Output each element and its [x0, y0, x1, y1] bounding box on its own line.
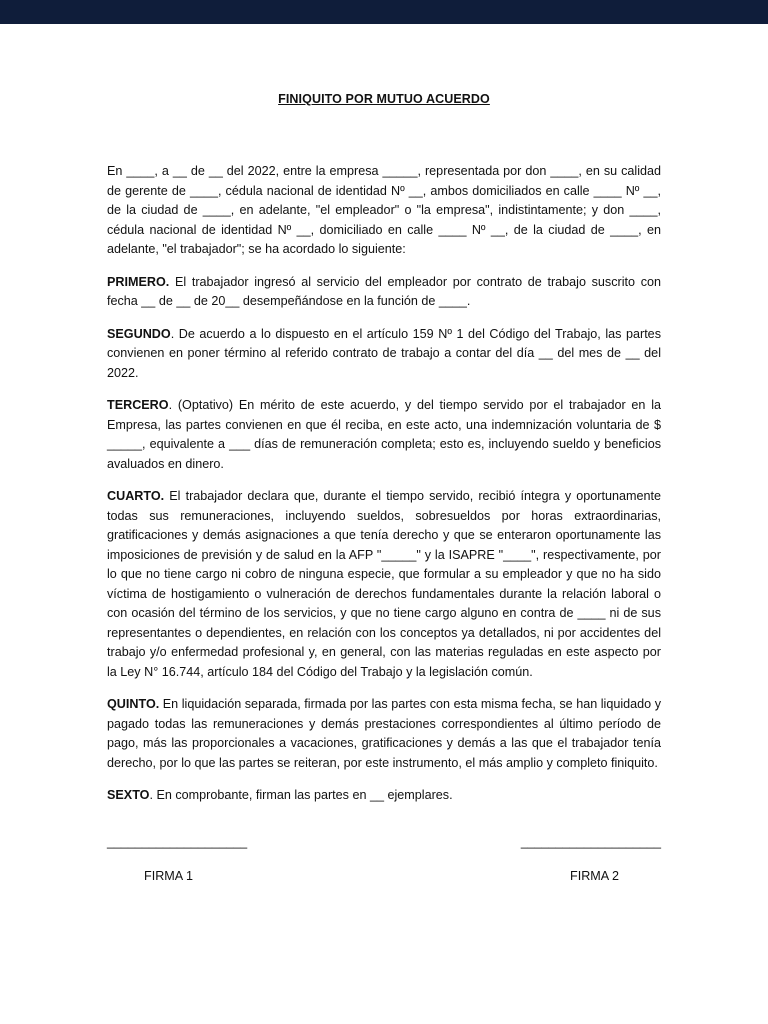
top-header-bar — [0, 0, 768, 24]
signature-block — [107, 833, 661, 893]
clause-text: . En comprobante, firman las partes en __ ejemplares. — [149, 788, 453, 802]
clause-heading: SEGUNDO — [107, 326, 171, 341]
clause-heading: PRIMERO. — [107, 274, 170, 289]
clause-sexto — [107, 786, 661, 806]
clause-segundo — [107, 325, 661, 384]
clause-text: . (Optativo) En mérito de este acuerdo, y del tiempo servido por el trabajador en la Empresa, las partes convienen en que él reciba, en este acto, una indemnización voluntaria de $ _____, equivalente a ___ días de remuneración completa; esto es, incluyendo sueldo y beneficios avaluados en dinero. — [107, 398, 661, 471]
clause-text: El trabajador ingresó al servicio del empleador por contrato de trabajo suscrito con fecha __ de __ de 20__ desempeñándose en la función de ____. — [107, 274, 661, 308]
signature-line-left: ____________________ — [107, 835, 248, 849]
clause-heading: TERCERO — [107, 398, 169, 412]
clause-text: En liquidación separada, firmada por las partes con esta misma fecha, se han liquidado y pagado todas las remuneraciones y demás prestaciones correspondientes al último período de pago, más las proporcionales a vacaciones, gratificaciones y demás a las que el trabajador tenía derecho, por lo que las partes se reiteran, por este instrumento, el más amplio y completo finiquito. — [107, 697, 661, 770]
document-page — [107, 92, 661, 819]
clause-quinto — [107, 695, 661, 773]
signature-label-right: FIRMA 2 — [570, 869, 619, 883]
clause-heading: CUARTO. — [107, 489, 165, 503]
document-title: FINIQUITO POR MUTUO ACUERDO — [278, 92, 490, 106]
signature-line-right: ____________________ — [520, 835, 661, 849]
clause-tercero — [107, 396, 661, 474]
intro-paragraph: En ____, a __ de __ del 2022, entre la empresa _____, representada por don ____, en su calidad de gerente de ____, cédula nacional de identidad Nº __, ambos domiciliados en calle ____ Nº __, de la ciudad de ____, en adelante, "el empleador" o "la empresa", indistintamente; y don ____, cédula nacional de identidad Nº __, domiciliado en calle ____ Nº __, de la ciudad de ____, en adelante, "el trabajador"; se ha acordado lo siguiente: — [107, 164, 661, 256]
clause-text: El trabajador declara que, durante el tiempo servido, recibió íntegra y oportunamente todas sus remuneraciones, incluyendo sueldos, sobresueldos por horas extraordinarias, gratificaciones y demás asignaciones a que tenía derecho y que se enteraron oportunamente las imposiciones de previsión y de salud en la AFP "_____" y la ISAPRE "____", respectivamente, por lo que no tiene cargo ni cobro de ninguna especie, que formular a su empleador y que no ha sido víctima de hostigamiento o vulneración de derechos fundamentales durante la relación laboral o con ocasión del término de los servicios, y que no tiene cargo alguno en contra de ____ ni de sus representantes o dependientes, en relación con los conceptos ya detallados, ni por accidentes del trabajo y/o enfermedad profesional y, en general, con las materias reguladas en este aspecto por la Ley N° 16.744, artículo 184 del Código del Trabajo y la legislación común. — [107, 489, 661, 679]
clause-cuarto — [107, 487, 661, 682]
clause-heading: QUINTO. — [107, 697, 160, 711]
clause-primero — [107, 273, 661, 312]
signature-label-left: FIRMA 1 — [144, 869, 193, 883]
clause-heading: SEXTO — [107, 788, 150, 802]
clause-text: . De acuerdo a lo dispuesto en el artículo 159 Nº 1 del Código del Trabajo, las partes convienen en poner término al referido contrato de trabajo a contar del día __ del mes de __ del 2022. — [107, 326, 661, 380]
